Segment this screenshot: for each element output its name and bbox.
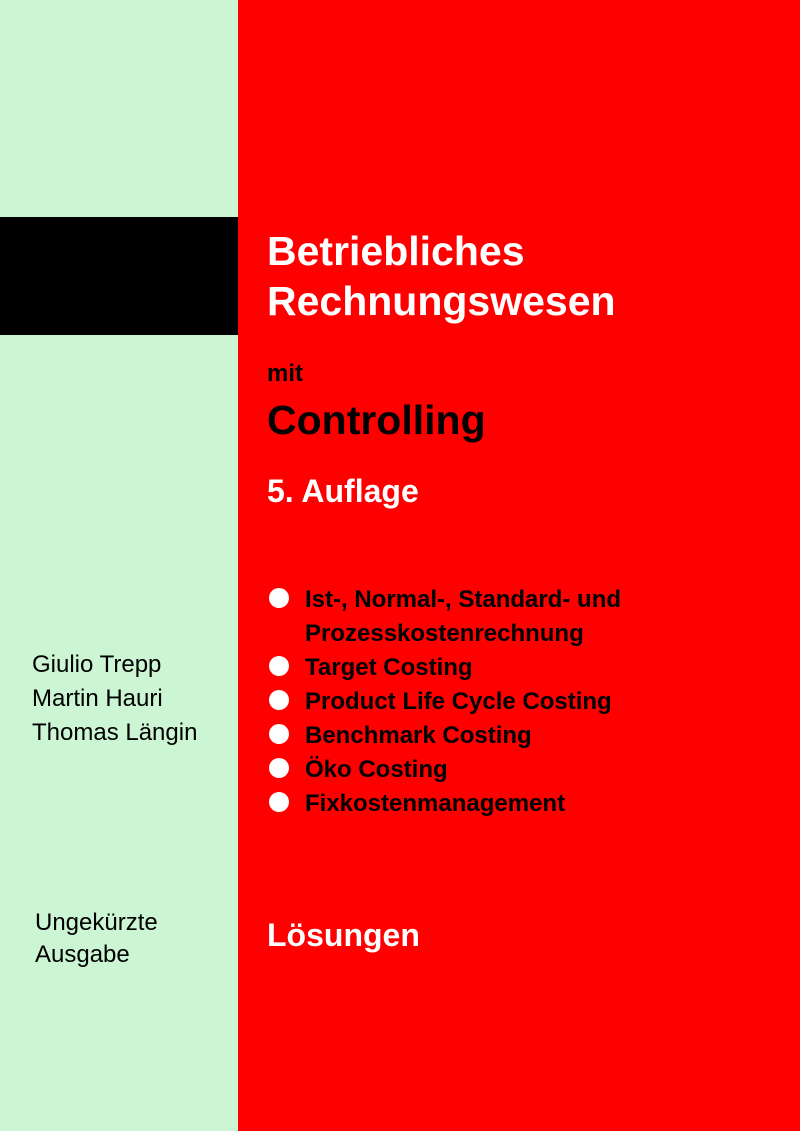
author-name: Martin Hauri: [32, 685, 163, 712]
book-subtitle: Controlling: [267, 397, 486, 443]
author-name: Giulio Trepp: [32, 651, 162, 678]
topic-line: Product Life Cycle Costing: [305, 688, 612, 715]
topic-line: Ist-, Normal-, Standard- und: [305, 586, 622, 613]
edition-note-line: Ausgabe: [35, 941, 130, 968]
topic-text: [305, 787, 621, 821]
bullet-icon: [269, 656, 289, 676]
topic-line: Target Costing: [305, 654, 473, 681]
bullet-icon: [269, 724, 289, 744]
topic-line: Prozesskostenrechnung: [305, 620, 584, 647]
topic-item: [267, 651, 621, 685]
topic-text: [305, 651, 621, 685]
topic-text: [305, 719, 621, 753]
title-connector: mit: [267, 360, 303, 387]
topic-item: [267, 685, 621, 719]
bullet-icon: [269, 588, 289, 608]
topic-item: [267, 583, 621, 651]
topic-item: [267, 787, 621, 821]
topic-line: Benchmark Costing: [305, 722, 532, 749]
edition-note: [35, 907, 158, 971]
topic-item: [267, 719, 621, 753]
topic-item: [267, 753, 621, 787]
edition-label: 5. Auflage: [267, 473, 419, 509]
bullet-icon: [269, 758, 289, 778]
title-line-1: Betriebliches: [267, 228, 525, 274]
bullet-icon: [269, 690, 289, 710]
topic-line: Öko Costing: [305, 756, 448, 783]
topic-text: [305, 583, 621, 651]
topic-text: [305, 753, 621, 787]
right-panel: [238, 0, 800, 1131]
topic-line: Fixkostenmanagement: [305, 790, 566, 817]
book-title: [267, 226, 616, 326]
author-list: [32, 648, 197, 750]
volume-label: Lösungen: [267, 917, 420, 953]
topic-text: [305, 685, 621, 719]
author-name: Thomas Längin: [32, 719, 198, 746]
topic-list: [267, 583, 621, 821]
black-bar: [0, 217, 238, 335]
edition-note-line: Ungekürzte: [35, 909, 158, 936]
title-line-2: Rechnungswesen: [267, 278, 616, 324]
bullet-icon: [269, 792, 289, 812]
